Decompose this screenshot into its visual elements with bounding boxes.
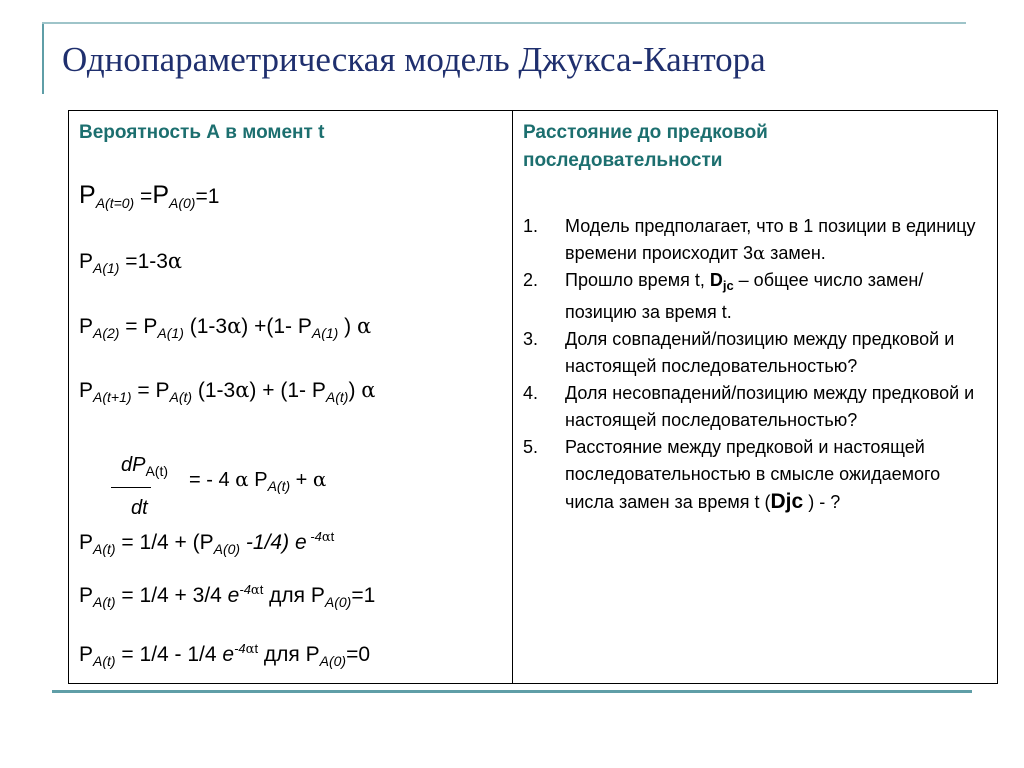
left-header: Вероятность А в момент t: [79, 122, 325, 143]
slide-title: Однопараметрическая модель Джукса-Кантора: [62, 40, 766, 79]
formula-step-1: $P_{A(1)} =1-3\alpha$: [79, 249, 183, 276]
list-item: 5. Расстояние между предковой и настоящей последовательностью в смысле ожидаемого числа замен за время t (Djc ) - ?: [523, 437, 941, 513]
derivative-rhs: = - 4 α $P_{A(t)} + \alpha$: [189, 467, 327, 494]
right-header-line-2: последовательности: [523, 150, 723, 171]
list-item: 2. Прошло время t, $D_{jc}$ – общее число замен/позицию за время t.: [523, 270, 924, 322]
derivative-denominator: dt: [131, 497, 148, 519]
list-item: 1. Модель предполагает, что в 1 позиции в единицу времени происходит 3α замен.: [523, 216, 976, 264]
list-item: 3. Доля совпадений/позицию между предковой и настоящей последовательностью?: [523, 329, 955, 376]
right-header: [523, 119, 768, 175]
right-header-line-1: Расстояние до предковой: [523, 122, 768, 143]
list-item: 4. Доля несовпадений/позицию между предковой и настоящей последовательностью?: [523, 383, 975, 430]
fraction-bar: [111, 487, 151, 488]
right-column: [513, 111, 997, 683]
formula-solution-p0-0: $P_{A(t)} = 1/4 - 1/4$ $e^{-4\alpha t}$ для $P_{A(0)}=0$: [79, 641, 371, 669]
derivative-numerator: $dP_{A(t)}$: [121, 454, 169, 479]
formula-solution: $P_{A(t)} = 1/4 + (P_{A(0)}$ -1/4) e $^{-4\alpha t}$: [79, 529, 335, 557]
questions-list: [523, 213, 993, 516]
title-accent-horizontal-line: [42, 22, 966, 24]
formula-step-2: $P_{A(2)} = P_{A(1)}$ (1-3α) +(1- $P_{A(1)}$ ) α: [79, 314, 372, 341]
formula-initial: $P_{A(t=0)} =P_{A(0)}=1$: [79, 181, 220, 211]
formula-recurrence: $P_{A(t+1)} = P_{A(t)}$ (1-3α) + (1- $P_{A(t)}$) α: [79, 378, 376, 405]
footer-accent-line: [52, 690, 972, 693]
title-accent-vertical-line: [42, 22, 44, 94]
content-table: [68, 110, 998, 684]
formula-solution-p0-1: $P_{A(t)} = 1/4 + 3/4$ $e^{-4\alpha t}$ для $P_{A(0)}=1$: [79, 582, 376, 610]
